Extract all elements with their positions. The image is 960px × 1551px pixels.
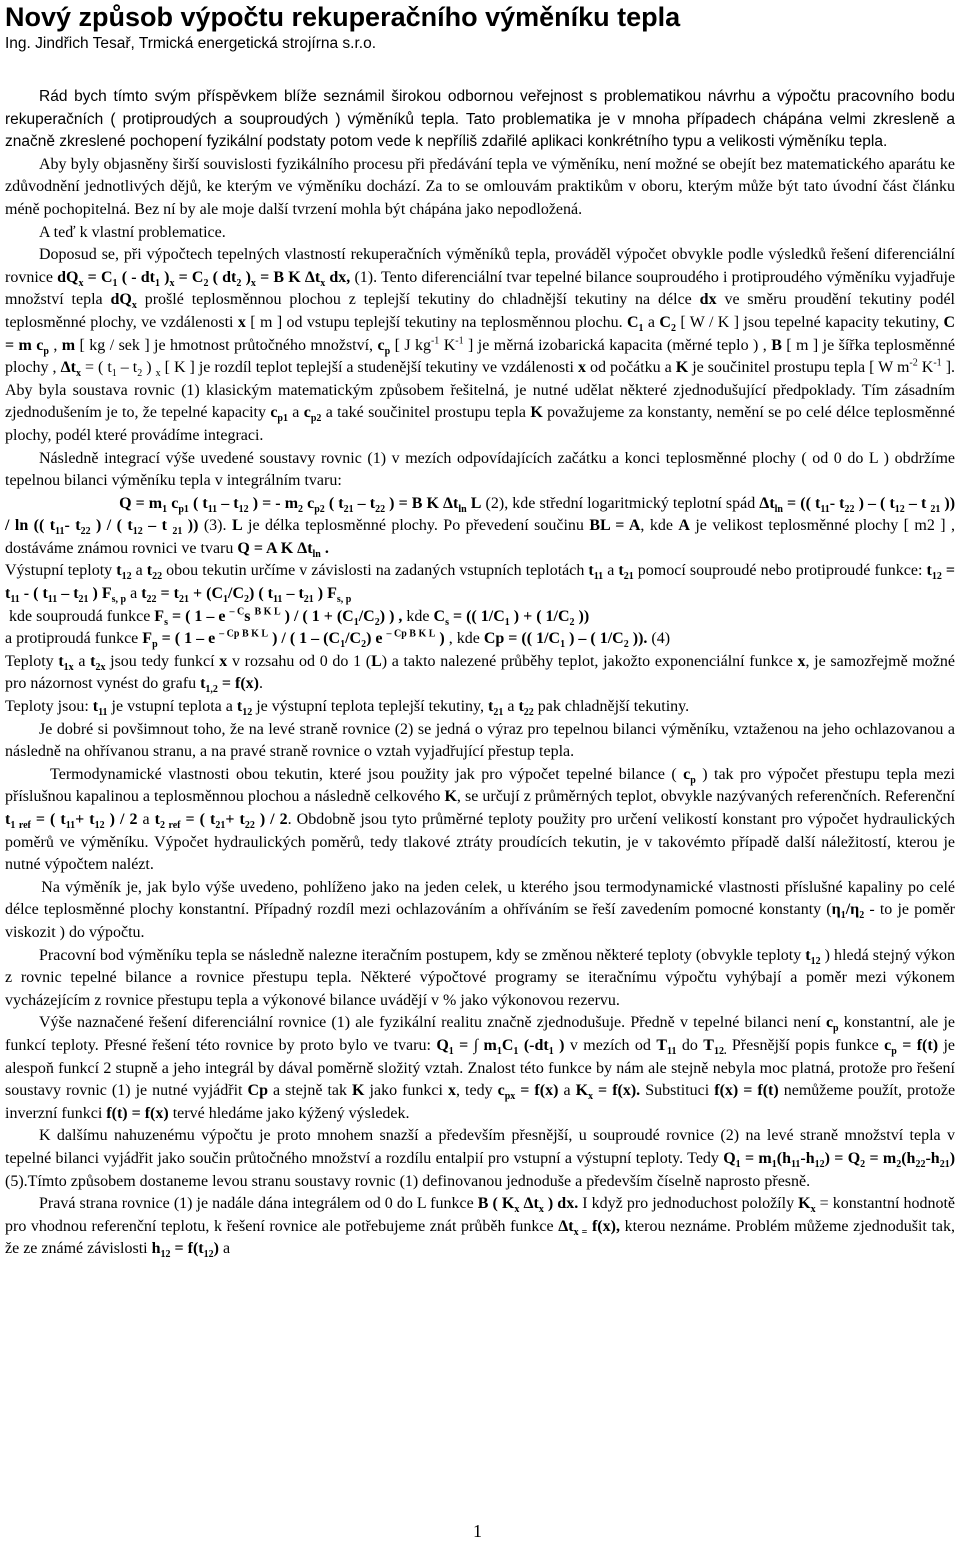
equation-countercurrent-function: a protiproudá funkce $F_p$ = ( 1 – e $^{- Cp B K L}$ ) / ( $1 - (C_1/C_2)$ e $^{- Cp B K L}$ ) , kde Cp = (( $1/C_1$ ) – ( $1/C_2$ )). (4) xyxy=(5,628,671,651)
paragraph-thermodynamic-properties: Termodynamické vlastnosti obou tekutin, které jsou použity jak pro výpočet tepelné bilance ( $c_p$ ) tak pro výpočet přestupu tepla mezi příslušnou kapalinou a teplosměnnou plochou a následně celkového K, se určují z průměrných teplot, obvykle nazývaných referenčních. Referenční $t_{1 ref}$ = ( $t_{11}+ t_{12}$ ) / 2 a $t_{2 ref}$ = ( $t_{21}+ t_{22}$ ) / 2. Obdobně jsou tyto průměrné teploty použity pro určení velikostí konstant pro výpočet hydraulických poměrů ve výměníku. Výpočet hydraulických poměrů, tedy tlakové ztráty proudících tekutin, je v takovémto případě další náležitostí, kterou je nutné výpočtem nalézt. xyxy=(5,765,955,874)
paragraph-enthalpy: K dalšímu nahuzenému výpočtu je proto mnohem snazší a především přesnější, u souproudé rovnice (2) na levé straně množství tepla v tepelné bilanci vyjádřit jako součin průtočného množství a rozdílu entalpií pro vstupní a výstupní teploty. Tedy $Q_1 = m_1(h_{11}-h_{12}) = Q_2 = m_2(h_{22}-h_{21})$ (5).Tímto způsobem dostaneme levou stranu soustavy rovnic (1) definovanou jednoduše a především číselně naprosto přesně. xyxy=(5,1127,956,1190)
paragraph-output-temperatures: Výstupní teploty $t_{12}$ a $t_{22}$ obou tekutin určíme v závislosti na zadaných vstupních teplotách $t_{11}$ a $t_{21}$ pomocí souproudé nebo protiproudé funkce: $t_{12} = t_{11}$ - ( $t_{11} - t_{21}$ ) $F_{s, p}$ a $t_{22} = t_{21} + (C_1/C_2)$ ( $t_{11} - t_{21}$ ) $F_{s, p}$ xyxy=(5,562,956,606)
document-title: Nový způsob výpočtu rekuperačního výměníku tepla xyxy=(5,2,681,32)
paragraph-simplification: Výše naznačené řešení diferenciální rovnice (1) ale fyzikální realitu značně zjednodušuje. Předně v tepelné bilanci není $c_p$ konstantní, ale je funkcí teploty. Přesné řešení této rovnice by proto bylo ve tvaru: $Q_1$ = ∫ $m_1C_1$ ($-dt_1$ ) v mezích od $T_{11}$ do $T_{12.}$ Přesnější popis funkce $c_p = f(t)$ je alespoň funkcí 2 stupně a jeho integrál by dával poměrně složitý vztah. Znalost této funkce by nám ale stejně nebyla moc platná, protože pro řešení soustavy rovnic (1) je nutné vyjádřit Cp a stejně tak K jako funkci x, tedy $c_{px} = f(x)$ a $K_x = f(x)$. Substituci f(x) = f(t) nemůžeme použít, protože inverzní funkci f(t) = f(x) tervé hledáme jako kýžený výsledek. xyxy=(5,1014,956,1122)
paragraph-integration: Následně integrací výše uvedené soustavy rovnic (1) v mezích odpovídajících začátku a konci teplosměnné plochy ( od 0 do L ) obdržíme tepelnou bilanci výměníku tepla v integrálním tvaru: xyxy=(5,449,955,490)
paragraph-intro: Rád bych tímto svým příspěvkem blíže seznámil širokou odbornou veřejnost s problematikou návrhu a výpočtu pracovního bodu rekuperačních ( protiproudých a souproudých ) výměníků tepla. Tato problematika je v mnoha případech chápána velmi zkresleně a značně zkreslené pochopení fyzikální podstaty potom vede k nepříliš zdařilé aplikaci konkrétního typu a velikosti výměníku tepla. xyxy=(5,88,955,151)
author-line: Ing. Jindřich Tesař, Trmická energetická strojírna s.r.o. xyxy=(5,35,377,52)
paragraph-operating-point: Pracovní bod výměníku tepla se následně nalezne iteračním postupem, kdy se změnou některé teploty (obvykle teploty $t_{12}$ ) hledá stejný výkon z rovnic tepelné bilance a rovnice přestupu tepla. Některé výpočtové programy se iteračnímu výpočtu vyhýbají a poměr mezi výkonem vycházejícím z rovnice přestupu tepla a výkonové bilance uvádějí v % jako výkonovou rezervu. xyxy=(5,946,955,1009)
article-body xyxy=(5,86,955,1261)
paragraph-context: Aby byly objasněny širší souvislosti fyzikálního procesu při předávání tepla ve výměníku, není možné se obejít bez matematického aparátu ke zdůvodnění jednotlivých dějů, ke kterým ve výměníku dochází. Za to se omlouvám praktikům v oboru, kterým může být tato úvodní část článku méně pochopitelná. Bez ní by ale moje další tvrzení mohla být chápána jako nepodložená. xyxy=(5,155,955,218)
paragraph-differential-equation: Doposud se, při výpočtech tepelných vlastností rekuperačních výměníků tepla, prováděl výpočet obvykle podle výsledků řešení diferenciální rovnice $dQ_x = C_1$ ( - $dt_1$ )$_x = C_2$ ( $dt_2$ )$_x = B$ K $\Delta t_x$ dx, (1). Tento diferenciální tvar tepelné bilance souproudého i protiproudého výměníku vyjadřuje množství tepla $dQ_x$ prošlé teplosměnnou plochou z teplejší tekutiny do chladnější tekutiny na délce dx ve směru proudění tekutiny podél teplosměnné plochy, ve vzdálenosti x [ m ] od vstupu teplejší tekutiny na teplosměnnou plochu. $C_1$ a $C_2$ [ W / K ] jsou tepelné kapacity tekutiny, C = m $c_p$ , m [ kg / sek ] je hmotnost průtočného množství, $c_p$ [ J $kg^{-1}$ $K^{-1}$ ] je měrná izobarická kapacita (měrné teplo ) , B [ m ] je šířka teplosměnné plochy , $\Delta t_x$ = ( $t_1 - t_2$ ) $_x$ [ K ] je rozdíl teplot teplejší a studenější tekutiny ve vzdálenosti x od počátku a K je součinitel prostupu tepla [ W $m^{-2}$ $K^{-1}$ ]. Aby byla soustava rovnic (1) klasickým matematickým způsobem řešitelná, je nutné udělat některé zjednodušující předpoklady. Tím zásadním zjednodušením je to, že tepelné kapacity $c_{p1}$ a $c_{p2}$ a také součinitel prostupu tepla K považujeme za konstanty, nemění se po celé délce teplosměnné plochy, podél které provádíme integraci. xyxy=(5,246,956,444)
page-number: 1 xyxy=(473,1521,482,1541)
paragraph-right-side: Pravá strana rovnice (1) je nadále dána integrálem od 0 do L funkce B ( $K_x$ $\Delta t_x$ ) dx. I když pro jednoduchost položíly $K_x$ = konstantní hodnotě pro vhodnou referenční teplotu, k řešení rovnice ale potřebujeme znát průběh funkce $\Delta t_{x =}$ f(x), kterou neznáme. Problém můžeme zjednodušit tak, že ze známé závislosti $h_{12} = f(t_{12})$ a xyxy=(5,1195,956,1261)
paragraph-temperature-definitions: Teploty jsou: $t_{11}$ je vstupní teplota a $t_{12}$ je výstupní teplota teplejší tekutiny, $t_{21}$ a $t_{22}$ pak chladnější tekutiny. xyxy=(5,698,690,719)
equation-cocurrent-function: kde souproudá funkce $F_s$ = ( 1 – e $^{- C}$s $^{B K L}$ ) / ( $1 + (C_1/C_2)$ ) , kde $C_s$ = (( $1/C_1$ ) + ( $1/C_2$ )) xyxy=(5,606,590,628)
paragraph-exchanger-as-whole: Na výměník je, jak bylo výše uvedeno, pohlíženo jako na jeden celek, u kterého jsou termodynamické vlastnosti příslušné kapaliny po celé délce teplosměnné plochy konstantní. Případný rozdíl mezi ochlazováním a ohříváním se řeší zavedením pomocné konstanty ($\eta_1/\eta_2$ - to je poměr viskozit ) do výpočtu. xyxy=(5,878,955,941)
paragraph-heat-balance-note: Je dobré si povšimnout toho, že na levé straně rovnice (2) se jedná o výraz pro tepelnou bilanci výměníku, vztaženou na jeho ochlazovanou a následně na ohřívanou stranu, a na pravé straně rovnice o vztah vyjadřující přestup tepla. xyxy=(5,720,955,761)
paragraph-transition: A teď k vlastní problematice. xyxy=(39,223,226,241)
paragraph-temperature-functions: Teploty $t_{1x}$ a $t_{2x}$ jsou tedy funkcí x v rozsahu od 0 do 1 (L) a takto nalezené průběhy teplot, jakožto exponenciální funkce x, je samozřejmě možné pro názornost vynést do grafu $t_{1,2} = f(x)$. xyxy=(5,652,956,696)
paragraph-equation-2-3: $Q = m_1$ $c_{p1}$ ( $t_{11} - t_{12}$ ) = - $m_2$ $c_{p2}$ ( $t_{21} - t_{22}$ ) = B K $\Delta t_{ln}$ L (2), kde střední logaritmický teplotní spád $\Delta t_{ln}$ = (( $t_{11}-$ $t_{22}$ ) – ( $t_{12}$ – t $_{21}$ )) / ln (( $t_{11}-$ $t_{22}$ ) / ( $t_{12}$ – t $_{21}$ )) (3). L je délka teplosměnné plochy. Po převedení součinu BL = A, kde A je velikost teplosměnné plochy [ m2 ] , dostáváme známou rovnici ve tvaru Q = A K $\Delta t_{ln}$ . xyxy=(5,494,956,561)
